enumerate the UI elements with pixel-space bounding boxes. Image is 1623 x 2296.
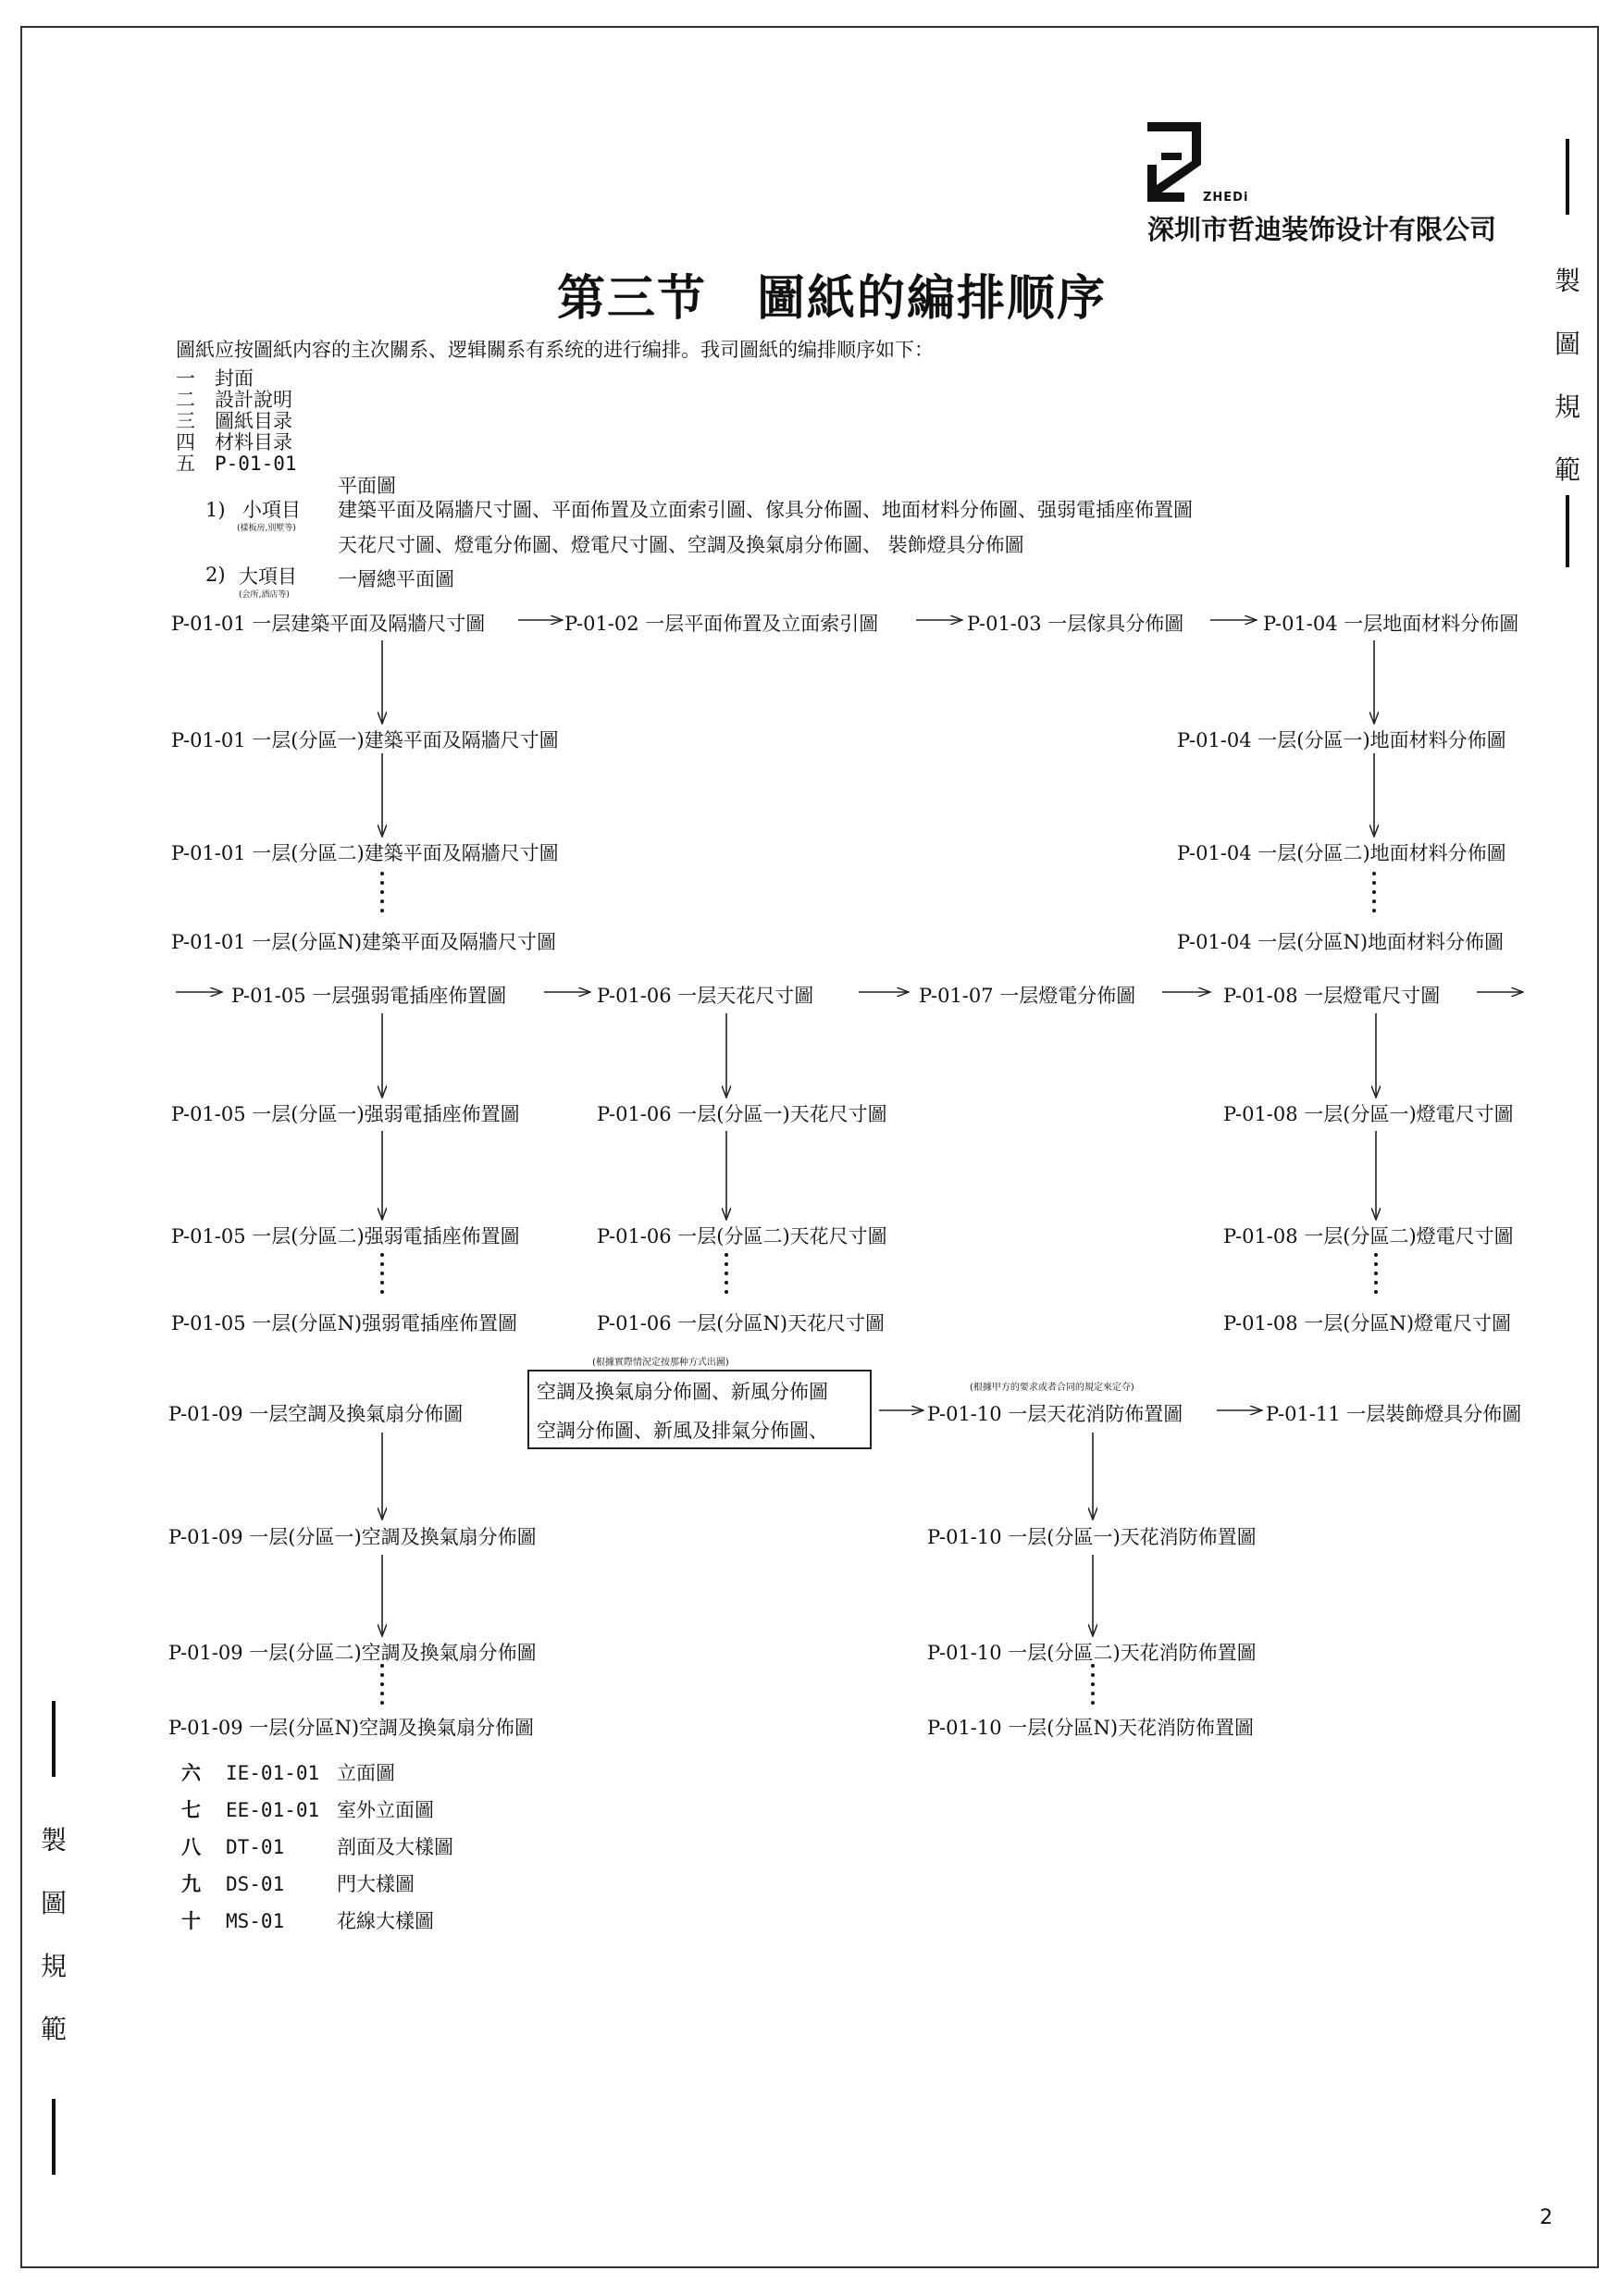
- side-bar-bottom: [1566, 495, 1569, 567]
- flow2-col1-2: P-01-05 一层(分區二)强弱電插座佈置圖: [171, 1225, 520, 1247]
- sub1-line2: 天花尺寸圖、燈電分佈圖、燈電尺寸圖、空調及換氣扇分佈圖、 裝飾燈具分佈圖: [338, 534, 1024, 556]
- logo-brand-text: ZHEDi: [1203, 191, 1249, 205]
- flow1-right-2: P-01-04 一层(分區二)地面材料分佈圖: [1177, 842, 1506, 864]
- flow3-right-note: (根據甲方的要求或者合同的規定來定夺): [970, 1383, 1134, 1393]
- option-box-line1: 空調及換氣扇分佈圖、新風分佈圖: [537, 1381, 828, 1403]
- flow2-col4-1: P-01-08 一层(分區一)燈電尺寸圖: [1223, 1103, 1514, 1125]
- flow2-col1-1: P-01-05 一层(分區一)强弱電插座佈置圖: [171, 1103, 520, 1125]
- flow3-top-2: P-01-10 一层天花消防佈置圖: [927, 1403, 1183, 1425]
- flow3-col2-2: P-01-10 一层(分區二)天花消防佈置圖: [927, 1642, 1257, 1664]
- sub2-num: 2): [205, 564, 226, 586]
- flow1-left-2: P-01-01 一层(分區二)建築平面及隔牆尺寸圖: [171, 842, 559, 864]
- flow1-right-3: P-01-04 一层(分區N)地面材料分佈圖: [1177, 931, 1505, 953]
- left-bar-top: [52, 1701, 56, 1777]
- sub1-label: 小項目: [242, 499, 301, 521]
- flow2-top-3: P-01-07 一层燈電分佈圖: [919, 985, 1136, 1007]
- option-box-line2: 空調分佈圖、新風及排氣分佈圖、: [537, 1420, 828, 1442]
- flow3-col1-2: P-01-09 一层(分區二)空調及換氣扇分佈圖: [168, 1642, 537, 1664]
- flow2-col2-1: P-01-06 一层(分區一)天花尺寸圖: [597, 1103, 887, 1125]
- list-item: 二 設計說明: [176, 389, 292, 411]
- flow1-top-3: P-01-03 一层傢具分佈圖: [967, 613, 1184, 635]
- flow1-top-1: P-01-01 一层建築平面及隔牆尺寸圖: [171, 613, 486, 635]
- flow2-col4-3: P-01-08 一层(分區N)燈電尺寸圖: [1223, 1312, 1512, 1334]
- flow1-right-1: P-01-04 一层(分區一)地面材料分佈圖: [1177, 729, 1506, 751]
- list-item: 十 MS-01 花線大樣圖: [181, 1909, 434, 1932]
- page-title: 第三节 圖紙的編排顺序: [557, 271, 1108, 327]
- list-item: 三 圖紙目录: [176, 410, 292, 432]
- top-list: [176, 368, 297, 475]
- intro-text: 圖紙应按圖紙内容的主次關系、逻辑關系有系统的进行编排。我司圖紙的编排顺序如下：: [176, 339, 934, 361]
- flow3-top-3: P-01-11 一层裝飾燈具分佈圖: [1266, 1403, 1522, 1425]
- flow2-top-4: P-01-08 一层燈電尺寸圖: [1223, 985, 1441, 1007]
- company-name: 深圳市哲迪装饰设计有限公司: [1147, 214, 1497, 245]
- flow3-top-1: P-01-09 一层空調及換氣扇分佈圖: [168, 1403, 464, 1425]
- side-label-right: 製 圖 規 範: [1554, 266, 1580, 485]
- side-label-left: 製 圖 規 範: [40, 1825, 67, 2044]
- side-bar-top: [1566, 139, 1569, 215]
- flow1-left-3: P-01-01 一层(分區N)建築平面及隔牆尺寸圖: [171, 931, 557, 953]
- sub2-note: (会所,酒店等): [239, 590, 290, 600]
- flow2-top-2: P-01-06 一层天花尺寸圖: [597, 985, 814, 1007]
- sub2-label: 大項目: [239, 565, 297, 588]
- list-item: 一 封面: [176, 367, 254, 390]
- flow3-col1-3: P-01-09 一层(分區N)空調及換氣扇分佈圖: [168, 1717, 535, 1739]
- flow2-col1-3: P-01-05 一层(分區N)强弱電插座佈置圖: [171, 1312, 518, 1334]
- flow1-top-2: P-01-02 一层平面佈置及立面索引圖: [564, 613, 879, 635]
- flow2-col2-2: P-01-06 一层(分區二)天花尺寸圖: [597, 1225, 887, 1247]
- flow1-left-1: P-01-01 一层(分區一)建築平面及隔牆尺寸圖: [171, 729, 559, 751]
- sub2-line1: 一層總平面圖: [338, 568, 454, 590]
- flow2-col4-2: P-01-08 一层(分區二)燈電尺寸圖: [1223, 1225, 1514, 1247]
- list-item: 四 材料目录: [176, 431, 292, 453]
- list-item: 七 EE-01-01 室外立面圖: [181, 1798, 434, 1821]
- flow3-box-note: (根據實際情況定按那种方式出圖): [592, 1358, 729, 1368]
- flow3-option-box: [527, 1370, 872, 1449]
- flow2-col2-3: P-01-06 一层(分區N)天花尺寸圖: [597, 1312, 886, 1334]
- list-item: 九 DS-01 門大樣圖: [181, 1872, 415, 1895]
- sub1-line1: 建築平面及隔牆尺寸圖、平面佈置及立面索引圖、傢具分佈圖、地面材料分佈圖、强弱電插座佈置圖: [338, 499, 1193, 521]
- item5-label: 平面圖: [338, 475, 396, 497]
- list-item: 六 IE-01-01 立面圖: [181, 1761, 395, 1784]
- flow3-col2-1: P-01-10 一层(分區一)天花消防佈置圖: [927, 1526, 1257, 1548]
- flow3-col2-3: P-01-10 一层(分區N)天花消防佈置圖: [927, 1717, 1255, 1739]
- list-item: 八 DT-01 剖面及大樣圖: [181, 1835, 453, 1858]
- sub1-note: (樣板房,別墅等): [237, 524, 296, 533]
- flow1-top-4: P-01-04 一层地面材料分佈圖: [1263, 613, 1519, 635]
- page-number: 2: [1540, 2206, 1553, 2229]
- list-item: 五 P-01-01: [176, 453, 297, 475]
- left-bar-bottom: [52, 2099, 56, 2175]
- sub1-num: 1): [205, 499, 226, 521]
- flow2-top-1: P-01-05 一层强弱電插座佈置圖: [231, 985, 507, 1007]
- bottom-list: [181, 1755, 453, 1940]
- flow3-col1-1: P-01-09 一层(分區一)空調及換氣扇分佈圖: [168, 1526, 537, 1548]
